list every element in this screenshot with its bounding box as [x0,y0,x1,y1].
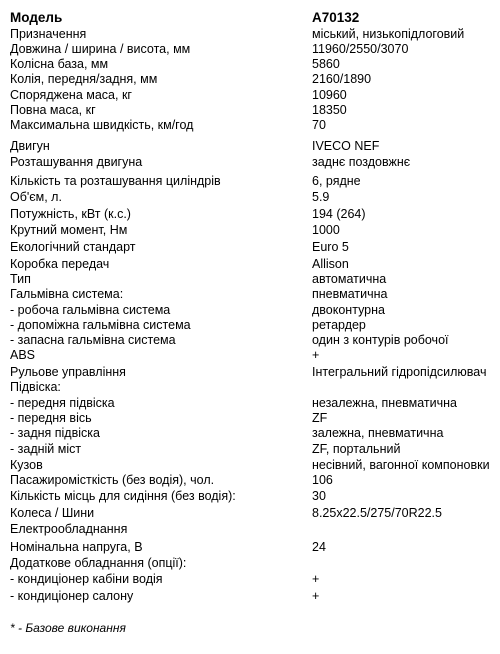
spec-value: двоконтурна [312,303,385,317]
spec-value: 194 (264) [312,207,366,221]
header-label: Модель [10,10,63,25]
spec-label: Екологічний стандарт [10,240,136,254]
header-value: А70132 [312,10,360,25]
spec-value: 11960/2550/3070 [312,42,409,56]
spec-value: IVECO NEF [312,139,380,153]
footnote: * - Базове виконання [10,621,126,635]
spec-label: ABS [10,348,36,362]
spec-label: Рульове управління [10,365,126,379]
spec-label: Кількість місць для сидіння (без водія): [10,489,236,503]
spec-label: Кузов [10,458,43,472]
spec-value: 70 [312,118,326,132]
spec-label: Крутний момент, Нм [10,223,128,237]
spec-value: ZF [312,411,328,425]
spec-label: - запасна гальмівна система [10,333,176,347]
spec-value: 1000 [312,223,340,237]
spec-label: Коробка передач [10,257,110,271]
spec-label: Номінальна напруга, В [10,540,143,554]
spec-value: 8.25x22.5/275/70R22.5 [312,506,442,520]
spec-value: один з контурів робочої [312,333,449,347]
spec-label: Максимальна швидкість, км/год [10,118,194,132]
spec-value: + [312,572,320,586]
spec-label: Потужність, кВт (к.с.) [10,207,131,221]
spec-value: Euro 5 [312,240,349,254]
spec-value: 10960 [312,88,347,102]
spec-label: Кількість та розташування циліндрів [10,174,221,188]
spec-label: Колія, передня/задня, мм [10,72,158,86]
spec-value: 106 [312,473,333,487]
spec-label: Пасажиромісткість (без водія), чол. [10,473,215,487]
spec-value: ZF, портальний [312,442,401,456]
spec-label: - допоміжна гальмівна система [10,318,191,332]
spec-value: незалежна, пневматична [312,396,458,410]
spec-label: Гальмівна система: [10,287,124,301]
spec-label: Електрообладнання [10,522,128,536]
spec-value: 18350 [312,103,347,117]
spec-label: - задній міст [10,442,82,456]
spec-label: Споряджена маса, кг [10,88,132,102]
spec-label: - робоча гальмівна система [10,303,171,317]
spec-label: Призначення [10,27,87,41]
spec-value: 2160/1890 [312,72,372,86]
spec-value: міський, низькопідлоговий [312,27,465,41]
spec-label: - задня підвіска [10,426,100,440]
spec-label: - передня вісь [10,411,92,425]
spec-label: Розташування двигуна [10,155,143,169]
spec-value: 5860 [312,57,340,71]
spec-value: 30 [312,489,326,503]
spec-label: Об'єм, л. [10,190,62,204]
spec-value: Інтегральний гідропідсилювач [312,365,487,379]
spec-label: Тип [10,272,31,286]
spec-label: Повна маса, кг [10,103,96,117]
spec-value: несівний, вагонної компоновки [312,458,490,472]
spec-label: Колісна база, мм [10,57,109,71]
spec-label: - передня підвіска [10,396,115,410]
spec-label: Підвіска: [10,380,61,394]
spec-value: залежна, пневматична [312,426,444,440]
spec-value: заднє поздовжнє [312,155,411,169]
spec-label: Колеса / Шини [10,506,95,520]
spec-label: - кондиціонер салону [10,589,134,603]
spec-label: Додаткове обладнання (опції): [10,556,187,570]
spec-value: 5.9 [312,190,330,204]
spec-value: ретардер [312,318,366,332]
spec-value: пневматична [312,287,388,301]
spec-value: автоматична [312,272,387,286]
spec-value: Allison [312,257,349,271]
spec-label: - кондиціонер кабіни водія [10,572,163,586]
spec-value: 24 [312,540,326,554]
spec-label: Довжина / ширина / висота, мм [10,42,191,56]
spec-value: + [312,589,320,603]
spec-value: 6, рядне [312,174,361,188]
spec-value: + [312,348,320,362]
spec-label: Двигун [10,139,50,153]
